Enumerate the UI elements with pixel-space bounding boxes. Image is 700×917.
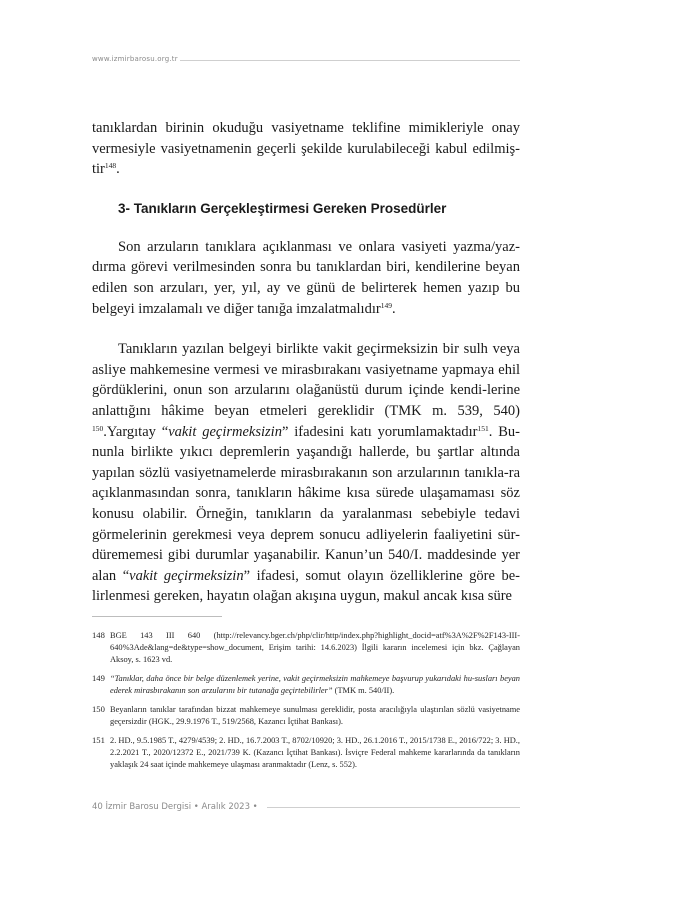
footnote-separator <box>92 616 222 617</box>
footer-rule <box>267 807 520 808</box>
running-header <box>92 52 520 66</box>
footnote-text: Beyanların tanıklar tarafından bizzat mahkemeye sunulması gereklidir, posta aracılığıyla ulaştırılan sözlü vasiyetname geçersizdir (HGK., 29.9.1976 T., 519/2568, Kazancı İçtihat Bankası). <box>110 705 520 726</box>
footnote-text: 2. HD., 9.5.1985 T., 4279/4539; 2. HD., 16.7.2003 T., 8702/10920; 3. HD., 26.1.2016 T., 2015/1738 E., 2016/722; 3. HD., 2.2.2021 T., 2020/12372 E., 2021/739 K. (Kazancı İçtihat Bankası). İsviçre Federal mahkeme kararlarında da tanıkların yaklaşık 24 saat içinde mahkemeye ulaşması aranmaktadır (Lenz, s. 552). <box>110 736 520 769</box>
footnote-number: 150 <box>92 704 105 714</box>
footnote-text: BGE 143 III 640 (http://relevancy.bger.ch/php/clir/http/index.php?highlight_docid=atf%3A%2F%2F143-III-640%3Ade&lang=de&type=show_document, Erişim tarihi: 14.6.2023) İlgili kararın incelemesi için bkz. Çağlayan Aksoy, s. 1623 vd. <box>110 631 520 664</box>
emphasis-term: vakit geçirmeksizin <box>168 423 282 440</box>
footnote-number: 151 <box>92 735 105 745</box>
footnote-ref-150[interactable]: 150 <box>92 423 104 433</box>
paragraph-1: tanıklardan birinin okuduğu vasiyetname teklifine mimikleriyle onay vermesiyle vasiyetnamenin geçerli şekilde kurulabileceği kabul edilmiş-tir$^{148}$. <box>92 120 520 178</box>
footnote-quote: “Tanıklar, daha önce bir belge düzenlemek yerine, vakit geçirmeksizin mahkemeye başvurup yukarıdaki hu-susları beyan ederek mirasbırakanın son arzularını bir tutanağa geçirtebilirler” <box>110 674 520 695</box>
footnote-ref-149[interactable]: 149 <box>380 300 392 310</box>
paragraph-3: Tanıkların yazılan belgeyi birlikte vakit geçirmeksizin bir sulh veya asliye mahkemesine vermesi ve mirasbırakanı vasiyetname yapmaya ehil gördüklerini, onun son arzularını olağanüstü durum içinde kendi-lerine anlattığını hâkime beyan etmeleri gereklidir (TMK m. 539, 540) $^{150}$.Yargıtay “vakit geçirmeksizin” ifadesini katı yorumlamaktadır$^{151}$. Bu-nunla birlikte yıkıcı depremlerin yaşandığı hallerde, bu şartlar altında yapılan sözlü vasiyetnamelerde mirasbırakanın son arzularının tanıkla-ra açıklanmasından sonra, tanıkların hâkime kısa sürede ulaşamaması söz konusu olabilir. Örneğin, tanıkların da yaralanması sebebiyle tedavi görmelerinin gerekmesi veya deprem sonucu adliyelerin faaliyetini sür-dürememesi gibi durumlar yaşanabilir. Kanun’un 540/I. maddesinde yer alan “vakit geçirmeksizin” ifadesi, somut olayın özelliklerine göre be-lirlenmesi gereken, hayatın olağan akışına uygun, makul ancak kısa süre <box>92 341 520 605</box>
footnote-149 <box>92 673 520 697</box>
footnote-text: (TMK m. 540/II). <box>332 686 395 695</box>
footnote-148 <box>92 630 520 666</box>
journal-url: www.izmirbarosu.org.tr <box>92 55 178 63</box>
footnote-number: 148 <box>92 630 105 640</box>
footnote-number: 149 <box>92 673 105 683</box>
footnotes <box>92 630 520 778</box>
footnote-ref-148[interactable]: 148 <box>104 161 117 171</box>
footnote-150 <box>92 704 520 728</box>
header-rule <box>180 60 520 61</box>
paragraph-2: Son arzuların tanıklara açıklanması ve onlara vasiyeti yazma/yaz-dırma görevi verilmesinden sonra bu tanıklardan biri, kendilerine beyan edilen son arzuları, yer, yıl, ay ve günü de belirterek hemen yazıp bu belgeyi imzalamalı ve diğer tanığa imzalatmalıdır$^{149}$. <box>92 238 520 317</box>
footnote-ref-151[interactable]: 151 <box>477 423 489 433</box>
main-text <box>92 118 520 607</box>
emphasis-term: vakit geçirmeksizin <box>129 567 244 584</box>
running-footer <box>92 800 520 814</box>
page-number-and-journal: 40 İzmir Barosu Dergisi • Aralık 2023 • <box>92 802 258 812</box>
footnote-151 <box>92 735 520 771</box>
section-heading: 3- Tanıkların Gerçekleştirmesi Gereken Prosedürler <box>118 200 447 216</box>
